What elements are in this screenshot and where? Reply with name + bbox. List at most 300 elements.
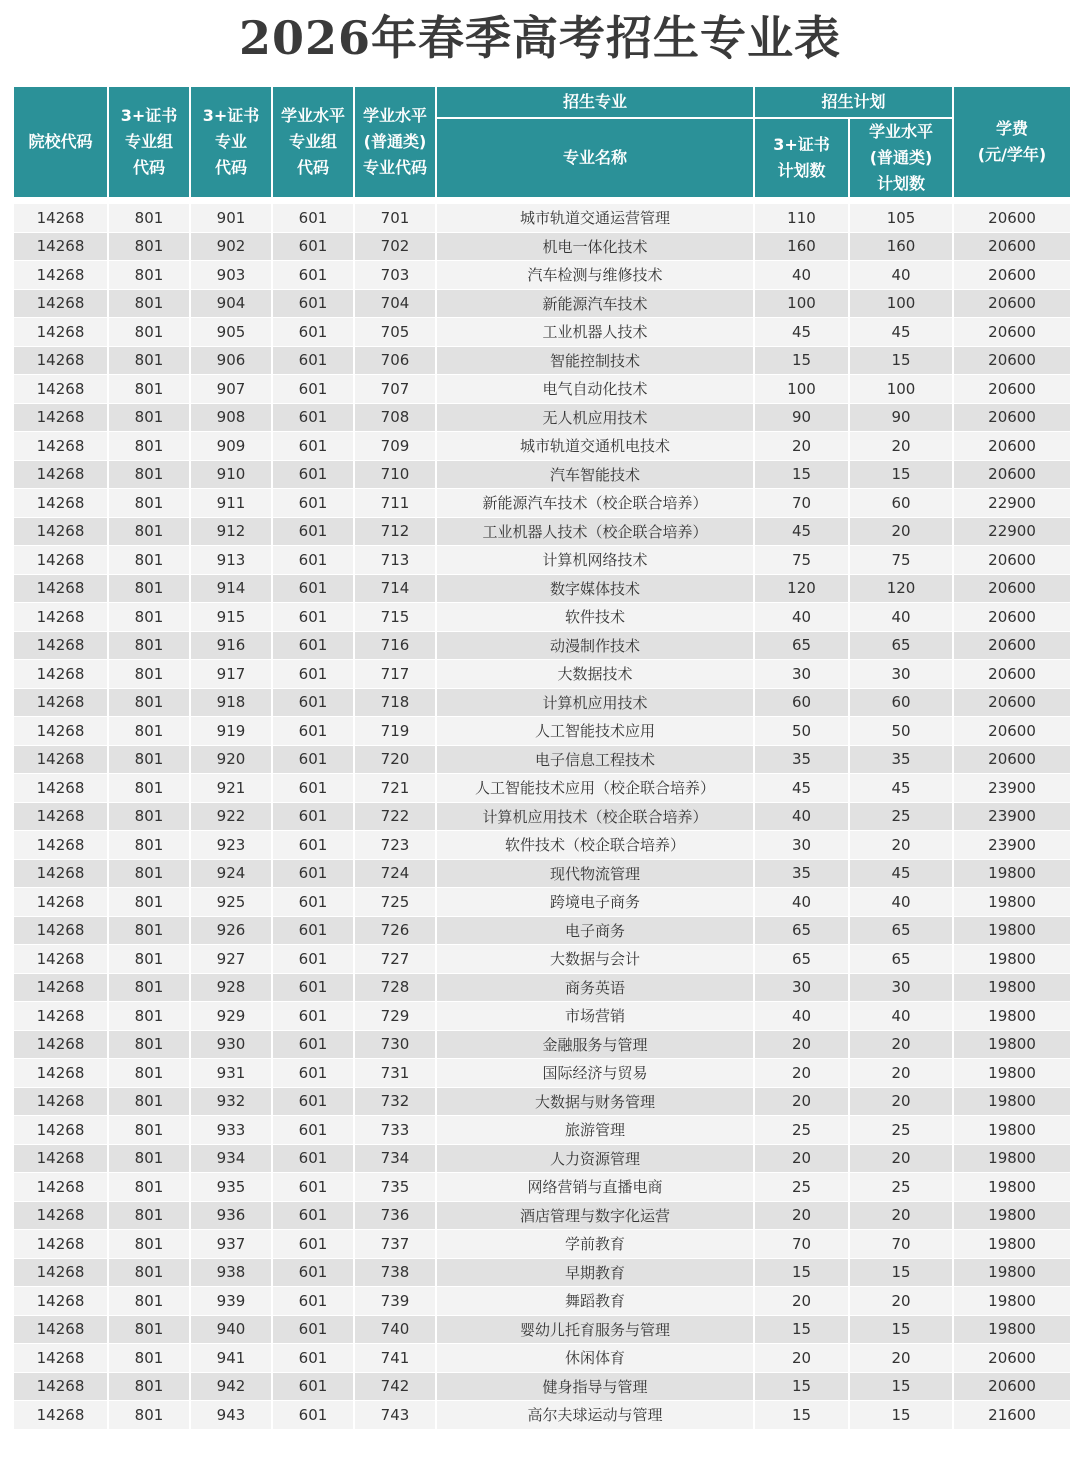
- cell-level-plan: 160: [849, 232, 953, 261]
- cell-cert-major-code: 942: [190, 1372, 272, 1401]
- cell-cert-major-code: 926: [190, 916, 272, 945]
- table-row: [13, 1401, 1071, 1430]
- table-row: [13, 204, 1071, 233]
- header-major-name: 专业名称: [436, 118, 754, 198]
- table-row: [13, 1144, 1071, 1173]
- header-cert-plan: 3+证书 计划数: [754, 118, 849, 198]
- cell-cert-major-code: 904: [190, 289, 272, 318]
- cell-cert-major-code: 933: [190, 1116, 272, 1145]
- cell-tuition: 19800: [953, 1230, 1071, 1259]
- table-row: [13, 517, 1071, 546]
- cell-tuition: 20600: [953, 688, 1071, 717]
- cell-tuition: 20600: [953, 574, 1071, 603]
- table-row: [13, 1173, 1071, 1202]
- cell-tuition: 20600: [953, 289, 1071, 318]
- cell-tuition: 20600: [953, 432, 1071, 461]
- cell-level-plan: 20: [849, 517, 953, 546]
- cell-level-plan: 15: [849, 1401, 953, 1430]
- cell-tuition: 19800: [953, 1087, 1071, 1116]
- cell-level-group-code: 601: [272, 688, 354, 717]
- cell-cert-group-code: 801: [108, 1087, 190, 1116]
- cell-tuition: 19800: [953, 1144, 1071, 1173]
- cell-tuition: 20600: [953, 546, 1071, 575]
- cell-school-code: 14268: [13, 774, 108, 803]
- cell-level-group-code: 601: [272, 232, 354, 261]
- cell-cert-group-code: 801: [108, 831, 190, 860]
- cell-level-major-code: 706: [354, 346, 436, 375]
- cell-cert-major-code: 938: [190, 1258, 272, 1287]
- cell-level-major-code: 735: [354, 1173, 436, 1202]
- cell-level-plan: 60: [849, 688, 953, 717]
- cell-cert-group-code: 801: [108, 1030, 190, 1059]
- cell-cert-plan: 20: [754, 1087, 849, 1116]
- cell-school-code: 14268: [13, 831, 108, 860]
- table-row: [13, 774, 1071, 803]
- cell-cert-major-code: 914: [190, 574, 272, 603]
- cell-school-code: 14268: [13, 489, 108, 518]
- cell-school-code: 14268: [13, 888, 108, 917]
- cell-cert-major-code: 909: [190, 432, 272, 461]
- cell-school-code: 14268: [13, 631, 108, 660]
- cell-level-group-code: 601: [272, 717, 354, 746]
- cell-level-group-code: 601: [272, 204, 354, 233]
- cell-cert-major-code: 907: [190, 375, 272, 404]
- table-row: [13, 631, 1071, 660]
- cell-level-group-code: 601: [272, 460, 354, 489]
- cell-level-major-code: 737: [354, 1230, 436, 1259]
- cell-level-major-code: 712: [354, 517, 436, 546]
- cell-level-group-code: 601: [272, 973, 354, 1002]
- cell-school-code: 14268: [13, 261, 108, 290]
- header-cert-major-code: 3+证书 专业 代码: [190, 86, 272, 198]
- cell-level-major-code: 741: [354, 1344, 436, 1373]
- cell-school-code: 14268: [13, 1401, 108, 1430]
- cell-cert-plan: 40: [754, 261, 849, 290]
- cell-cert-plan: 20: [754, 1144, 849, 1173]
- cell-cert-plan: 100: [754, 289, 849, 318]
- cell-level-major-code: 701: [354, 204, 436, 233]
- cell-cert-major-code: 910: [190, 460, 272, 489]
- cell-level-major-code: 713: [354, 546, 436, 575]
- cell-level-major-code: 732: [354, 1087, 436, 1116]
- cell-tuition: 23900: [953, 774, 1071, 803]
- cell-level-plan: 65: [849, 945, 953, 974]
- cell-cert-major-code: 911: [190, 489, 272, 518]
- cell-tuition: 19800: [953, 1116, 1071, 1145]
- cell-cert-group-code: 801: [108, 916, 190, 945]
- cell-cert-group-code: 801: [108, 888, 190, 917]
- cell-cert-group-code: 801: [108, 289, 190, 318]
- cell-cert-major-code: 925: [190, 888, 272, 917]
- cell-major-name: 酒店管理与数字化运营: [436, 1201, 754, 1230]
- cell-cert-group-code: 801: [108, 745, 190, 774]
- cell-school-code: 14268: [13, 603, 108, 632]
- cell-cert-plan: 20: [754, 1201, 849, 1230]
- table-row: [13, 916, 1071, 945]
- cell-cert-major-code: 932: [190, 1087, 272, 1116]
- cell-tuition: 20600: [953, 403, 1071, 432]
- cell-level-major-code: 729: [354, 1002, 436, 1031]
- header-level-major-code: 学业水平 (普通类) 专业代码: [354, 86, 436, 198]
- table-row: [13, 289, 1071, 318]
- cell-cert-plan: 15: [754, 346, 849, 375]
- cell-major-name: 机电一体化技术: [436, 232, 754, 261]
- table-row: [13, 660, 1071, 689]
- cell-tuition: 22900: [953, 517, 1071, 546]
- cell-cert-major-code: 937: [190, 1230, 272, 1259]
- cell-cert-major-code: 936: [190, 1201, 272, 1230]
- cell-major-name: 智能控制技术: [436, 346, 754, 375]
- cell-cert-major-code: 943: [190, 1401, 272, 1430]
- cell-tuition: 19800: [953, 1002, 1071, 1031]
- cell-cert-group-code: 801: [108, 318, 190, 347]
- header-plan-section: 招生计划: [754, 86, 953, 118]
- table-row: [13, 1287, 1071, 1316]
- cell-school-code: 14268: [13, 1230, 108, 1259]
- cell-level-plan: 40: [849, 1002, 953, 1031]
- cell-level-major-code: 709: [354, 432, 436, 461]
- cell-level-group-code: 601: [272, 1030, 354, 1059]
- cell-level-plan: 65: [849, 916, 953, 945]
- cell-level-plan: 40: [849, 603, 953, 632]
- cell-cert-major-code: 918: [190, 688, 272, 717]
- cell-major-name: 婴幼儿托育服务与管理: [436, 1315, 754, 1344]
- cell-tuition: 23900: [953, 831, 1071, 860]
- cell-cert-plan: 45: [754, 517, 849, 546]
- cell-major-name: 跨境电子商务: [436, 888, 754, 917]
- cell-level-plan: 25: [849, 802, 953, 831]
- cell-major-name: 早期教育: [436, 1258, 754, 1287]
- cell-school-code: 14268: [13, 1087, 108, 1116]
- cell-level-group-code: 601: [272, 1201, 354, 1230]
- cell-level-plan: 70: [849, 1230, 953, 1259]
- cell-cert-major-code: 941: [190, 1344, 272, 1373]
- cell-cert-plan: 60: [754, 688, 849, 717]
- cell-cert-major-code: 930: [190, 1030, 272, 1059]
- cell-cert-group-code: 801: [108, 660, 190, 689]
- cell-level-major-code: 734: [354, 1144, 436, 1173]
- cell-level-major-code: 703: [354, 261, 436, 290]
- cell-major-name: 人力资源管理: [436, 1144, 754, 1173]
- cell-school-code: 14268: [13, 289, 108, 318]
- cell-tuition: 20600: [953, 1344, 1071, 1373]
- cell-cert-plan: 120: [754, 574, 849, 603]
- cell-major-name: 金融服务与管理: [436, 1030, 754, 1059]
- cell-cert-plan: 40: [754, 1002, 849, 1031]
- cell-tuition: 20600: [953, 1372, 1071, 1401]
- cell-tuition: 20600: [953, 318, 1071, 347]
- table-row: [13, 232, 1071, 261]
- cell-level-group-code: 601: [272, 888, 354, 917]
- cell-tuition: 19800: [953, 1315, 1071, 1344]
- cell-tuition: 20600: [953, 631, 1071, 660]
- cell-cert-group-code: 801: [108, 1059, 190, 1088]
- cell-level-group-code: 601: [272, 802, 354, 831]
- cell-school-code: 14268: [13, 546, 108, 575]
- cell-level-plan: 20: [849, 831, 953, 860]
- table-row: [13, 346, 1071, 375]
- cell-cert-major-code: 901: [190, 204, 272, 233]
- cell-level-plan: 60: [849, 489, 953, 518]
- cell-level-group-code: 601: [272, 660, 354, 689]
- cell-school-code: 14268: [13, 859, 108, 888]
- cell-level-plan: 20: [849, 1030, 953, 1059]
- cell-level-plan: 15: [849, 460, 953, 489]
- cell-cert-group-code: 801: [108, 1344, 190, 1373]
- cell-school-code: 14268: [13, 1201, 108, 1230]
- cell-level-group-code: 601: [272, 945, 354, 974]
- cell-school-code: 14268: [13, 1287, 108, 1316]
- cell-cert-plan: 50: [754, 717, 849, 746]
- cell-level-group-code: 601: [272, 774, 354, 803]
- cell-cert-plan: 65: [754, 945, 849, 974]
- cell-school-code: 14268: [13, 232, 108, 261]
- table-row: [13, 1344, 1071, 1373]
- cell-level-major-code: 743: [354, 1401, 436, 1430]
- cell-level-group-code: 601: [272, 546, 354, 575]
- cell-level-group-code: 601: [272, 1287, 354, 1316]
- cell-cert-group-code: 801: [108, 546, 190, 575]
- table-row: [13, 888, 1071, 917]
- cell-cert-group-code: 801: [108, 1401, 190, 1430]
- cell-major-name: 人工智能技术应用（校企联合培养）: [436, 774, 754, 803]
- cell-school-code: 14268: [13, 403, 108, 432]
- table-row: [13, 973, 1071, 1002]
- cell-cert-group-code: 801: [108, 774, 190, 803]
- cell-cert-plan: 160: [754, 232, 849, 261]
- cell-school-code: 14268: [13, 1372, 108, 1401]
- cell-level-plan: 20: [849, 1287, 953, 1316]
- cell-cert-major-code: 912: [190, 517, 272, 546]
- cell-cert-plan: 15: [754, 460, 849, 489]
- cell-level-group-code: 601: [272, 1401, 354, 1430]
- cell-major-name: 大数据与会计: [436, 945, 754, 974]
- cell-level-major-code: 711: [354, 489, 436, 518]
- cell-level-plan: 105: [849, 204, 953, 233]
- cell-level-plan: 15: [849, 1258, 953, 1287]
- cell-cert-group-code: 801: [108, 631, 190, 660]
- cell-cert-group-code: 801: [108, 945, 190, 974]
- cell-level-group-code: 601: [272, 346, 354, 375]
- table-row: [13, 717, 1071, 746]
- cell-cert-plan: 20: [754, 1030, 849, 1059]
- cell-cert-major-code: 919: [190, 717, 272, 746]
- cell-cert-plan: 110: [754, 204, 849, 233]
- cell-cert-major-code: 906: [190, 346, 272, 375]
- cell-school-code: 14268: [13, 375, 108, 404]
- cell-tuition: 23900: [953, 802, 1071, 831]
- cell-major-name: 电子信息工程技术: [436, 745, 754, 774]
- cell-cert-plan: 35: [754, 745, 849, 774]
- cell-level-major-code: 715: [354, 603, 436, 632]
- cell-school-code: 14268: [13, 1144, 108, 1173]
- table-row: [13, 745, 1071, 774]
- cell-cert-major-code: 929: [190, 1002, 272, 1031]
- cell-cert-major-code: 916: [190, 631, 272, 660]
- cell-level-plan: 20: [849, 432, 953, 461]
- cell-school-code: 14268: [13, 717, 108, 746]
- cell-school-code: 14268: [13, 1002, 108, 1031]
- cell-level-group-code: 601: [272, 1315, 354, 1344]
- cell-level-major-code: 704: [354, 289, 436, 318]
- cell-cert-group-code: 801: [108, 460, 190, 489]
- cell-level-major-code: 707: [354, 375, 436, 404]
- cell-school-code: 14268: [13, 346, 108, 375]
- cell-tuition: 19800: [953, 1030, 1071, 1059]
- cell-major-name: 人工智能技术应用: [436, 717, 754, 746]
- cell-cert-plan: 20: [754, 1287, 849, 1316]
- cell-school-code: 14268: [13, 574, 108, 603]
- cell-level-plan: 15: [849, 1315, 953, 1344]
- table-row: [13, 1002, 1071, 1031]
- cell-cert-plan: 90: [754, 403, 849, 432]
- table-row: [13, 403, 1071, 432]
- table-row: [13, 318, 1071, 347]
- cell-level-major-code: 708: [354, 403, 436, 432]
- cell-tuition: 19800: [953, 859, 1071, 888]
- cell-level-group-code: 601: [272, 1087, 354, 1116]
- cell-major-name: 健身指导与管理: [436, 1372, 754, 1401]
- cell-tuition: 20600: [953, 603, 1071, 632]
- cell-level-group-code: 601: [272, 489, 354, 518]
- cell-school-code: 14268: [13, 460, 108, 489]
- cell-cert-group-code: 801: [108, 232, 190, 261]
- cell-cert-group-code: 801: [108, 1144, 190, 1173]
- cell-level-major-code: 702: [354, 232, 436, 261]
- table-row: [13, 945, 1071, 974]
- cell-cert-group-code: 801: [108, 403, 190, 432]
- cell-cert-major-code: 935: [190, 1173, 272, 1202]
- table-row: [13, 1372, 1071, 1401]
- cell-major-name: 工业机器人技术（校企联合培养）: [436, 517, 754, 546]
- cell-cert-major-code: 920: [190, 745, 272, 774]
- cell-level-major-code: 722: [354, 802, 436, 831]
- cell-school-code: 14268: [13, 318, 108, 347]
- table-row: [13, 1315, 1071, 1344]
- table-row: [13, 1116, 1071, 1145]
- cell-cert-group-code: 801: [108, 489, 190, 518]
- table-row: [13, 1201, 1071, 1230]
- cell-major-name: 计算机网络技术: [436, 546, 754, 575]
- cell-level-major-code: 718: [354, 688, 436, 717]
- enrollment-table: [12, 85, 1072, 1430]
- cell-level-plan: 20: [849, 1059, 953, 1088]
- table-row: [13, 603, 1071, 632]
- cell-level-major-code: 738: [354, 1258, 436, 1287]
- table-row: [13, 859, 1071, 888]
- cell-school-code: 14268: [13, 745, 108, 774]
- cell-cert-major-code: 917: [190, 660, 272, 689]
- cell-cert-major-code: 902: [190, 232, 272, 261]
- cell-school-code: 14268: [13, 973, 108, 1002]
- cell-cert-major-code: 913: [190, 546, 272, 575]
- cell-major-name: 电气自动化技术: [436, 375, 754, 404]
- cell-major-name: 网络营销与直播电商: [436, 1173, 754, 1202]
- cell-tuition: 19800: [953, 1173, 1071, 1202]
- cell-level-plan: 100: [849, 289, 953, 318]
- cell-school-code: 14268: [13, 1030, 108, 1059]
- cell-level-major-code: 733: [354, 1116, 436, 1145]
- cell-level-group-code: 601: [272, 859, 354, 888]
- table-row: [13, 802, 1071, 831]
- cell-level-group-code: 601: [272, 603, 354, 632]
- cell-cert-major-code: 939: [190, 1287, 272, 1316]
- cell-cert-plan: 20: [754, 1344, 849, 1373]
- cell-cert-group-code: 801: [108, 1116, 190, 1145]
- cell-level-plan: 40: [849, 888, 953, 917]
- cell-major-name: 现代物流管理: [436, 859, 754, 888]
- cell-cert-major-code: 915: [190, 603, 272, 632]
- cell-cert-group-code: 801: [108, 1201, 190, 1230]
- cell-cert-group-code: 801: [108, 1315, 190, 1344]
- cell-major-name: 软件技术: [436, 603, 754, 632]
- cell-level-major-code: 742: [354, 1372, 436, 1401]
- cell-major-name: 无人机应用技术: [436, 403, 754, 432]
- cell-school-code: 14268: [13, 517, 108, 546]
- cell-tuition: 20600: [953, 717, 1071, 746]
- cell-major-name: 汽车检测与维修技术: [436, 261, 754, 290]
- cell-level-plan: 20: [849, 1144, 953, 1173]
- cell-level-plan: 20: [849, 1344, 953, 1373]
- cell-cert-major-code: 903: [190, 261, 272, 290]
- cell-tuition: 20600: [953, 346, 1071, 375]
- cell-level-major-code: 719: [354, 717, 436, 746]
- page-title: 2026年春季高考招生专业表: [238, 11, 842, 65]
- cell-school-code: 14268: [13, 945, 108, 974]
- cell-major-name: 大数据与财务管理: [436, 1087, 754, 1116]
- cell-level-group-code: 601: [272, 261, 354, 290]
- cell-level-plan: 40: [849, 261, 953, 290]
- cell-tuition: 22900: [953, 489, 1071, 518]
- table-row: [13, 375, 1071, 404]
- table-row: [13, 831, 1071, 860]
- table-row: [13, 1258, 1071, 1287]
- cell-level-group-code: 601: [272, 745, 354, 774]
- cell-level-group-code: 601: [272, 1258, 354, 1287]
- cell-level-major-code: 730: [354, 1030, 436, 1059]
- cell-school-code: 14268: [13, 802, 108, 831]
- cell-level-plan: 25: [849, 1173, 953, 1202]
- cell-level-plan: 25: [849, 1116, 953, 1145]
- cell-cert-plan: 30: [754, 831, 849, 860]
- cell-level-plan: 30: [849, 973, 953, 1002]
- cell-tuition: 21600: [953, 1401, 1071, 1430]
- cell-cert-plan: 30: [754, 973, 849, 1002]
- cell-cert-major-code: 923: [190, 831, 272, 860]
- cell-major-name: 休闲体育: [436, 1344, 754, 1373]
- cell-school-code: 14268: [13, 916, 108, 945]
- cell-major-name: 软件技术（校企联合培养）: [436, 831, 754, 860]
- cell-tuition: 19800: [953, 973, 1071, 1002]
- cell-school-code: 14268: [13, 688, 108, 717]
- cell-level-major-code: 724: [354, 859, 436, 888]
- cell-cert-plan: 100: [754, 375, 849, 404]
- cell-level-plan: 15: [849, 1372, 953, 1401]
- cell-cert-major-code: 931: [190, 1059, 272, 1088]
- cell-major-name: 舞蹈教育: [436, 1287, 754, 1316]
- cell-level-major-code: 725: [354, 888, 436, 917]
- table-row: [13, 1030, 1071, 1059]
- cell-level-group-code: 601: [272, 1116, 354, 1145]
- cell-school-code: 14268: [13, 660, 108, 689]
- cell-level-major-code: 721: [354, 774, 436, 803]
- cell-level-group-code: 601: [272, 517, 354, 546]
- cell-cert-group-code: 801: [108, 802, 190, 831]
- cell-tuition: 20600: [953, 460, 1071, 489]
- cell-tuition: 19800: [953, 945, 1071, 974]
- table-row: [13, 688, 1071, 717]
- cell-cert-plan: 40: [754, 603, 849, 632]
